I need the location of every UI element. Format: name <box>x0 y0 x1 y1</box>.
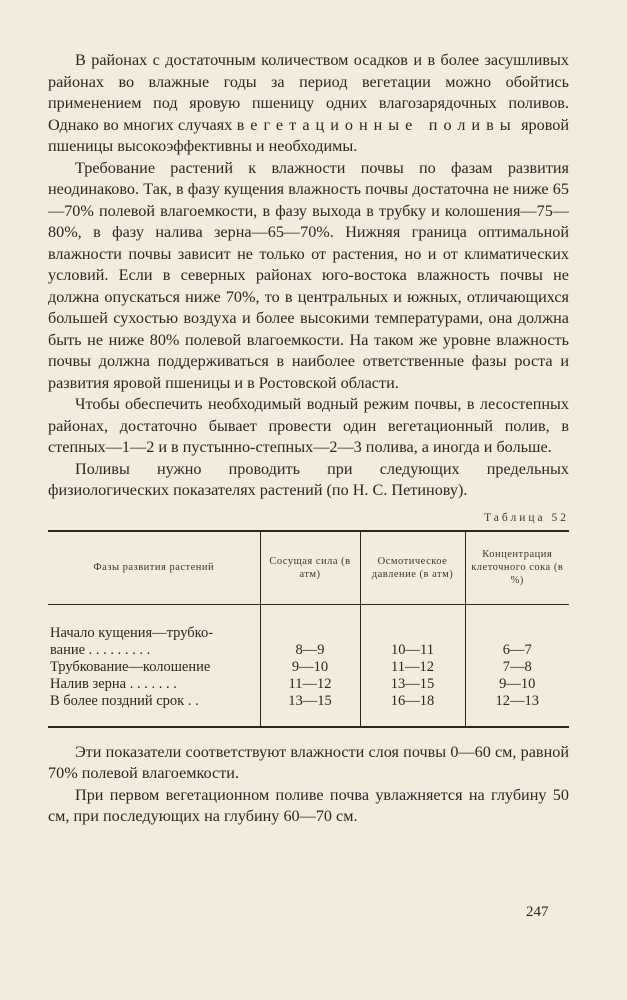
paragraph-1 <box>48 50 569 158</box>
paragraph-5: Эти показатели соответствуют влажности слоя почвы 0—60 см, равной 70% полевой влагоемкости. <box>48 742 569 782</box>
header-osmotic: Осмотическое давление (в атм) <box>360 531 465 605</box>
paragraph-6: При первом вегетационном поливе почва увлажняется на глубину 50 см, при последующих на глубину 60—70 см. <box>48 785 569 825</box>
page-number: 247 <box>526 904 549 920</box>
table-row <box>48 659 569 676</box>
row-osmotic: 11—12 <box>360 659 465 676</box>
header-concentration: Концентрация клеточного сока (в %) <box>465 531 569 605</box>
row-concentration: 9—10 <box>465 676 569 693</box>
table-row <box>48 676 569 693</box>
paragraph-1-emphasis: вегетационные поливы <box>236 115 517 134</box>
row-suction: 13—15 <box>260 693 360 727</box>
header-suction: Сосущая сила (в атм) <box>260 531 360 605</box>
physiology-table <box>48 530 569 728</box>
row-osmotic: 13—15 <box>360 676 465 693</box>
table-header-row <box>48 531 569 605</box>
row-concentration: 7—8 <box>465 659 569 676</box>
row-concentration: 6—7 <box>465 625 569 659</box>
paragraph-4: Поливы нужно проводить при следующих предельных физиологических показателях растений (по Н. С. Петинову). <box>48 459 569 499</box>
row-osmotic: 10—11 <box>360 625 465 659</box>
row-suction: 9—10 <box>260 659 360 676</box>
row-stage: В более поздний срок . . <box>50 692 199 709</box>
paragraph-1-text-a: В районах с достаточным количеством осадков и в более засушливых районах во влажные годы за период вегетации можно обойтись применением под яровую пшеницу одних влагозарядочных поливов. Однако во многих случаях <box>48 51 569 134</box>
row-osmotic: 16—18 <box>360 693 465 727</box>
paragraph-3: Чтобы обеспечить необходимый водный режим почвы, в лесостепных районах, достаточно бывает провести один вегетационный полив, в степных—1—2 и в пустынно-степных—2—3 полива, а иногда и больше. <box>48 395 569 456</box>
table-row <box>48 693 569 727</box>
paragraph-1-text-b: яровой пшеницы высокоэффективны и необходимы. <box>48 115 569 155</box>
row-stage: Трубкование—колошение <box>50 658 211 675</box>
row-stage <box>48 625 260 659</box>
paragraph-2: Требование растений к влажности почвы по фазам развития неодинаково. Так, в фазу кущения влажность почвы достаточна не ниже 65—70% полевой влагоемкости, в фазу выхода в трубку и колошения—75—80%, в фазу налива зерна—65—70%. Нижняя граница оптимальной влажности почвы зависит не только от растения, но и от климатических условий. Если в северных районах юго-востока влажность почвы не должна опускаться ниже 70%, то в центральных и южных, отличающихся большей сухостью воздуха и более высокими температурами, она должна быть не ниже 80% полевой влагоемкости. На таком же уровне влажность почвы должна поддерживаться в наиболее ответственные фазы роста и развития яровой пшеницы и в Ростовской области. <box>48 158 569 392</box>
row-suction: 11—12 <box>260 676 360 693</box>
table-row <box>48 625 569 659</box>
header-stage: Фазы развития растений <box>48 531 260 605</box>
row-stage: Налив зерна . . . . . . . <box>50 675 177 692</box>
row-stage-line1: Начало кущения—трубко- <box>50 624 214 641</box>
row-concentration: 12—13 <box>465 693 569 727</box>
table-caption: Таблица 52 <box>484 511 569 524</box>
book-page <box>48 50 569 828</box>
row-stage-line2: вание . . . . . . . . . <box>50 641 151 658</box>
row-suction: 8—9 <box>260 625 360 659</box>
